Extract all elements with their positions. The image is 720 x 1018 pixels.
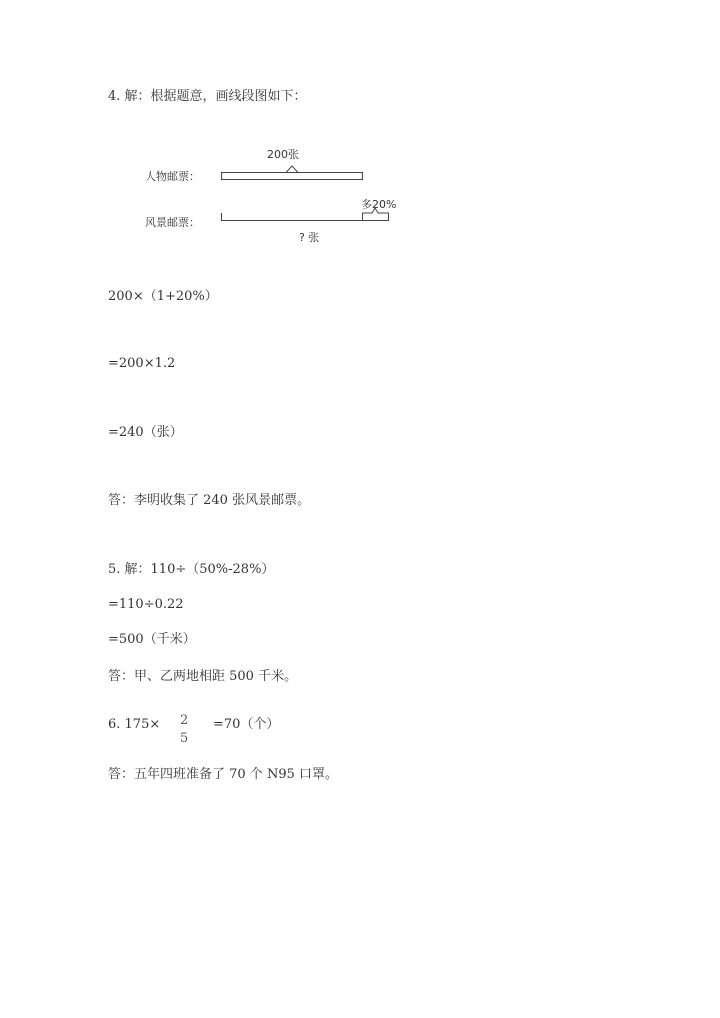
scenery-bar	[222, 213, 363, 221]
q6-prefix: 6. 175×	[108, 717, 161, 732]
diagram-lines	[0, 0, 720, 260]
line-segment-diagram	[0, 0, 720, 260]
q5-step-2: =110÷0.22	[108, 597, 184, 612]
more-percent: 多20%	[361, 198, 397, 211]
q6-result: =70（个）	[213, 717, 280, 732]
scenery-label: 风景邮票：	[145, 216, 200, 229]
q4-intro: 4. 解：根据题意，画线段图如下：	[108, 89, 307, 104]
people-amount: 200张	[267, 148, 299, 161]
people-brace	[221, 166, 362, 173]
q6-fraction	[180, 712, 188, 748]
fraction-numerator: 2	[180, 713, 189, 728]
q5-step-1: 5. 解：110÷（50%-28%）	[108, 562, 275, 577]
people-bar	[222, 173, 363, 180]
q4-answer: 答：李明收集了 240 张风景邮票。	[108, 493, 311, 508]
q4-step-2: =200×1.2	[108, 356, 176, 371]
q4-step-1: 200×（1+20%）	[108, 289, 218, 304]
unknown-amount: ? 张	[299, 231, 320, 244]
fraction-denominator: 5	[180, 731, 189, 746]
q5-step-3: =500（千米）	[108, 632, 196, 647]
q6-answer: 答：五年四班准备了 70 个 N95 口罩。	[108, 767, 338, 782]
q5-answer: 答：甲、乙两地相距 500 千米。	[108, 669, 298, 684]
q4-step-3: =240（张）	[108, 425, 183, 440]
people-label: 人物邮票：	[145, 170, 200, 183]
